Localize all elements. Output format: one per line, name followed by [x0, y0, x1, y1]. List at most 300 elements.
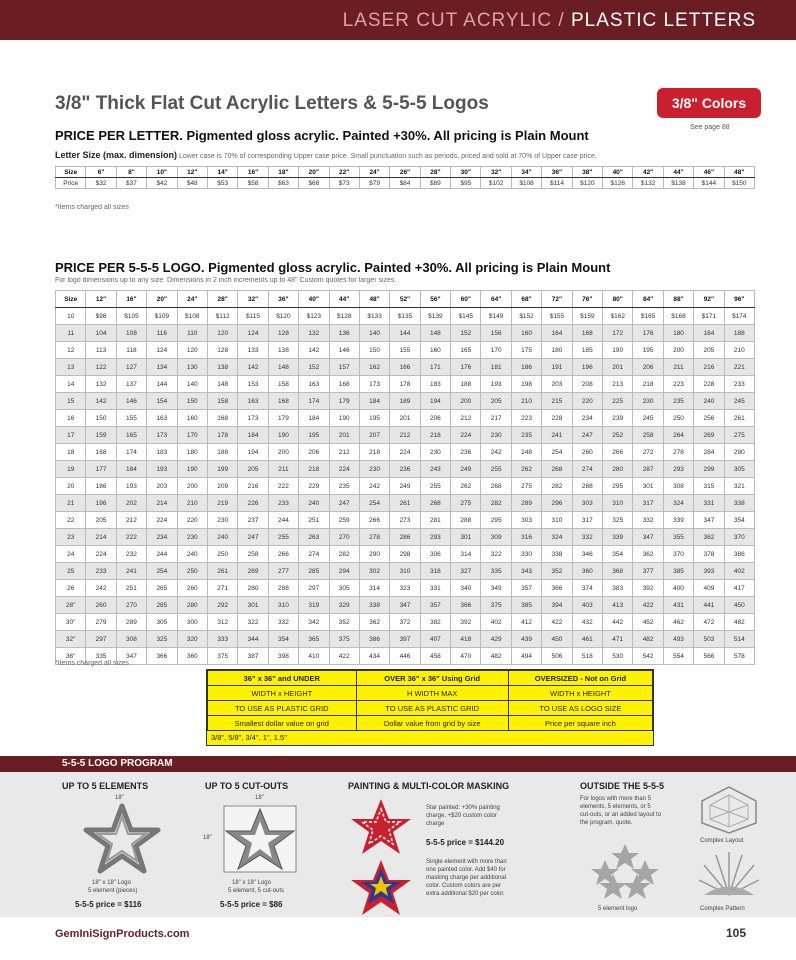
- logo-price-cell: 277: [268, 563, 298, 580]
- logo-price-cell: 298: [390, 546, 420, 563]
- letter-size-cell: 46": [694, 167, 724, 178]
- logo-price-cell: 324: [542, 529, 572, 546]
- logo-price-cell: 181: [481, 359, 511, 376]
- logo-price-cell: 215: [542, 393, 572, 410]
- letter-size-cell: 32": [481, 167, 511, 178]
- logo-price-cell: 343: [511, 563, 541, 580]
- logo-price-cell: 310: [390, 563, 420, 580]
- five-element-logo-label: 5 element logo: [598, 906, 638, 912]
- logo-price-cell: 266: [359, 512, 389, 529]
- logo-price-cell: 229: [299, 478, 329, 495]
- table-row: [56, 410, 755, 427]
- logo-price-cell: 566: [694, 648, 724, 665]
- logo-price-cell: 221: [724, 359, 754, 376]
- logo-price-cell: 293: [663, 461, 693, 478]
- logo-price-cell: 188: [207, 444, 237, 461]
- logo-price-cell: 190: [268, 427, 298, 444]
- logo-price-cell: 305: [724, 461, 754, 478]
- header-title: [343, 10, 756, 32]
- logo-price-cell: 108: [116, 325, 146, 342]
- logo-price-cell: 422: [542, 614, 572, 631]
- logo-price-cell: 266: [268, 546, 298, 563]
- logo-price-cell: 338: [359, 597, 389, 614]
- logo-price-cell: 220: [572, 393, 602, 410]
- letter-size-cell: 24": [359, 167, 389, 178]
- logo-width-cell: 16": [116, 291, 146, 308]
- logo-price-cell: 360: [572, 563, 602, 580]
- logo-price-cell: 168: [86, 444, 116, 461]
- logo-price-cell: 314: [451, 546, 481, 563]
- logo-price-cell: 240: [207, 529, 237, 546]
- logo-price-cell: $133: [359, 308, 389, 325]
- logo-price-cell: 194: [238, 444, 268, 461]
- letter-price-cell: $144: [694, 178, 724, 189]
- logo-price-cell: 250: [663, 410, 693, 427]
- logo-price-cell: 165: [451, 342, 481, 359]
- logo-price-cell: 150: [359, 342, 389, 359]
- logo-price-cell: 255: [481, 461, 511, 478]
- cutouts-caption: 18" x 18" Logo: [232, 880, 271, 886]
- logos-section-title: PRICE PER 5-5-5 LOGO. Pigmented gloss acrylic. Painted +30%. All pricing is Plain Mount: [55, 260, 611, 275]
- logo-price-cell: 250: [177, 563, 207, 580]
- letter-size-cell: 30": [451, 167, 481, 178]
- logo-price-cell: 261: [390, 495, 420, 512]
- table-row: [56, 512, 755, 529]
- logo-price-cell: 270: [116, 597, 146, 614]
- logo-price-cell: 205: [238, 461, 268, 478]
- letter-size-text: Lower case is 70% of corresponding Upper case price. Small punctuation such as periods, priced and sold at 70% of Upper case price.: [178, 153, 597, 160]
- logo-price-cell: 212: [390, 427, 420, 444]
- letter-price-cell: $32: [86, 178, 116, 189]
- complex-layout-icon: [694, 785, 764, 835]
- logo-price-cell: 494: [511, 648, 541, 665]
- logo-price-cell: 207: [359, 427, 389, 444]
- logo-price-cell: 303: [511, 512, 541, 529]
- logo-width-cell: 72": [542, 291, 572, 308]
- logo-price-cell: 352: [329, 614, 359, 631]
- table-row: [56, 546, 755, 563]
- logo-price-cell: 325: [603, 512, 633, 529]
- logo-price-cell: 254: [147, 563, 177, 580]
- logo-price-cell: 168: [329, 376, 359, 393]
- complex-layout-label: Complex Layout: [700, 838, 744, 844]
- logo-price-cell: 301: [633, 478, 663, 495]
- logo-price-cell: 274: [299, 546, 329, 563]
- letter-size-cell: 34": [511, 167, 541, 178]
- header-bar: [0, 0, 796, 40]
- logo-price-cell: 255: [420, 478, 450, 495]
- logo-price-cell: 297: [86, 631, 116, 648]
- logo-price-cell: $155: [542, 308, 572, 325]
- logo-price-cell: 223: [663, 376, 693, 393]
- logo-price-cell: 386: [359, 631, 389, 648]
- logo-price-cell: 140: [359, 325, 389, 342]
- logo-price-cell: 242: [481, 444, 511, 461]
- logo-price-cell: 258: [238, 546, 268, 563]
- logo-height-cell: 32": [56, 631, 86, 648]
- logo-price-cell: 315: [694, 478, 724, 495]
- logo-width-cell: 76": [572, 291, 602, 308]
- logo-price-cell: 200: [663, 342, 693, 359]
- logo-price-cell: 288: [451, 512, 481, 529]
- logo-width-cell: 32": [238, 291, 268, 308]
- logo-price-cell: 170: [177, 427, 207, 444]
- letter-size-cell: 48": [724, 167, 754, 178]
- logo-price-cell: $165: [633, 308, 663, 325]
- logo-price-cell: 450: [542, 631, 572, 648]
- logo-height-cell: 28": [56, 597, 86, 614]
- logo-price-cell: 236: [390, 461, 420, 478]
- logo-price-cell: 251: [116, 580, 146, 597]
- logo-price-cell: 275: [724, 427, 754, 444]
- logo-height-cell: 19: [56, 461, 86, 478]
- elements-price: 5-5-5 price = $116: [75, 900, 142, 909]
- logo-price-cell: 208: [572, 376, 602, 393]
- logo-price-cell: 269: [694, 427, 724, 444]
- logo-price-cell: 542: [633, 648, 663, 665]
- logo-price-cell: 378: [694, 546, 724, 563]
- logo-price-cell: 218: [299, 461, 329, 478]
- logo-price-cell: 295: [481, 512, 511, 529]
- logo-price-cell: 279: [86, 614, 116, 631]
- logo-price-cell: 230: [633, 393, 663, 410]
- logo-price-cell: 514: [724, 631, 754, 648]
- logo-price-cell: 439: [511, 631, 541, 648]
- logo-price-cell: 450: [724, 597, 754, 614]
- logo-price-cell: 184: [238, 427, 268, 444]
- logo-price-cell: 310: [603, 495, 633, 512]
- logo-price-cell: 138: [207, 359, 237, 376]
- logo-price-cell: $152: [511, 308, 541, 325]
- logo-price-cell: 400: [663, 580, 693, 597]
- logo-price-cell: 185: [572, 342, 602, 359]
- logo-price-cell: 338: [724, 495, 754, 512]
- logo-price-cell: 174: [116, 444, 146, 461]
- logo-price-cell: 212: [116, 512, 146, 529]
- logo-price-cell: 128: [207, 342, 237, 359]
- logo-price-cell: 354: [603, 546, 633, 563]
- logo-price-cell: 136: [329, 325, 359, 342]
- logo-price-cell: 155: [116, 410, 146, 427]
- logo-price-cell: 482: [481, 648, 511, 665]
- logo-price-cell: 305: [147, 614, 177, 631]
- cutouts-price: 5-5-5 price = $86: [220, 900, 283, 909]
- letter-price-cell: $84: [390, 178, 420, 189]
- logo-price-cell: 554: [663, 648, 693, 665]
- logo-price-cell: 431: [663, 597, 693, 614]
- logo-price-cell: 240: [694, 393, 724, 410]
- logo-price-cell: 144: [147, 376, 177, 393]
- logo-price-cell: 413: [603, 597, 633, 614]
- logo-price-cell: 254: [359, 495, 389, 512]
- logo-price-cell: 210: [177, 495, 207, 512]
- logo-price-cell: 200: [451, 393, 481, 410]
- letter-size-cell: 26": [390, 167, 420, 178]
- logo-price-cell: 317: [633, 495, 663, 512]
- logo-price-cell: 193: [147, 461, 177, 478]
- logo-height-cell: 36": [56, 648, 86, 665]
- logo-price-cell: 230: [420, 444, 450, 461]
- header-category: PLASTIC LETTERS: [571, 10, 756, 31]
- logo-price-cell: 184: [694, 325, 724, 342]
- logo-height-cell: 15: [56, 393, 86, 410]
- letter-size-cell: 8": [116, 167, 146, 178]
- logo-price-cell: $128: [329, 308, 359, 325]
- logo-price-cell: 288: [268, 580, 298, 597]
- letter-size-cell: 18": [268, 167, 298, 178]
- logo-price-cell: 243: [420, 461, 450, 478]
- letter-price-cell: $63: [268, 178, 298, 189]
- logo-price-cell: 321: [724, 478, 754, 495]
- logo-price-cell: 162: [359, 359, 389, 376]
- logo-price-cell: 195: [633, 342, 663, 359]
- logo-price-cell: 357: [511, 580, 541, 597]
- sizing-cell: WIDTH x HEIGHT: [508, 686, 652, 701]
- logo-price-cell: 200: [268, 444, 298, 461]
- logo-price-cell: 302: [359, 563, 389, 580]
- painted-star-icon: [348, 797, 414, 857]
- logo-price-cell: 247: [329, 495, 359, 512]
- logo-price-cell: 418: [451, 631, 481, 648]
- logo-price-cell: 184: [299, 410, 329, 427]
- logo-width-cell: 92": [694, 291, 724, 308]
- painting-description: Star painted: +30% painting charge, +$20 custom color charge: [426, 805, 500, 827]
- outside-description: For logos with more than 5 elements, 5 elements, or 5 cut-outs, or an added layout to the program, quote.: [580, 796, 662, 826]
- logo-price-cell: 268: [542, 461, 572, 478]
- logo-price-cell: 262: [451, 478, 481, 495]
- letter-size-cell: 6": [86, 167, 116, 178]
- logo-price-cell: 206: [633, 359, 663, 376]
- logo-price-cell: 268: [481, 478, 511, 495]
- logo-price-cell: 332: [572, 529, 602, 546]
- logo-price-cell: 377: [633, 563, 663, 580]
- sizing-footer: 3/8", 5/8", 3/4", 1", 1.5": [211, 733, 287, 742]
- logo-price-cell: 268: [420, 495, 450, 512]
- logo-price-cell: 578: [724, 648, 754, 665]
- letter-price-cell: $68: [299, 178, 329, 189]
- logo-price-cell: 354: [724, 512, 754, 529]
- logo-height-cell: 21: [56, 495, 86, 512]
- logo-price-cell: 110: [177, 325, 207, 342]
- logo-price-cell: 230: [177, 529, 207, 546]
- logo-price-cell: 134: [147, 359, 177, 376]
- logo-price-cell: 286: [390, 529, 420, 546]
- logo-price-cell: 132: [299, 325, 329, 342]
- logo-price-cell: 446: [390, 648, 420, 665]
- sizing-cell: TO USE AS PLASTIC GRID: [356, 701, 508, 716]
- logo-price-cell: 312: [207, 614, 237, 631]
- logo-price-cell: 282: [329, 546, 359, 563]
- logo-price-cell: 195: [359, 410, 389, 427]
- logo-price-cell: 354: [268, 631, 298, 648]
- painting-title: PAINTING & MULTI-COLOR MASKING: [348, 781, 510, 791]
- logo-price-cell: 422: [329, 648, 359, 665]
- logo-price-cell: 228: [694, 376, 724, 393]
- logo-price-cell: 154: [147, 393, 177, 410]
- logo-price-cell: 289: [116, 614, 146, 631]
- logo-price-cell: 242: [86, 580, 116, 597]
- logo-price-cell: 233: [268, 495, 298, 512]
- logo-price-cell: 214: [86, 529, 116, 546]
- logo-price-cell: 183: [147, 444, 177, 461]
- logo-price-cell: 386: [724, 546, 754, 563]
- sizing-row: [208, 686, 653, 701]
- logo-price-cell: 189: [390, 393, 420, 410]
- logo-price-cell: 275: [511, 478, 541, 495]
- letter-price-cell: $79: [359, 178, 389, 189]
- logo-price-cell: 218: [359, 444, 389, 461]
- letter-size-cell: 10": [147, 167, 177, 178]
- logo-price-cell: 441: [694, 597, 724, 614]
- logo-price-cell: 285: [299, 563, 329, 580]
- logo-price-cell: 372: [390, 614, 420, 631]
- logo-price-cell: 163: [238, 393, 268, 410]
- logo-price-cell: 306: [420, 546, 450, 563]
- painting-price: 5-5-5 price = $144.20: [426, 838, 505, 847]
- logo-price-cell: 261: [207, 563, 237, 580]
- logo-price-cell: 330: [511, 546, 541, 563]
- logo-price-cell: 442: [603, 614, 633, 631]
- logo-width-cell: 64": [481, 291, 511, 308]
- logo-price-cell: $139: [420, 308, 450, 325]
- logo-price-cell: 331: [694, 495, 724, 512]
- logo-price-cell: 211: [268, 461, 298, 478]
- logo-price-cell: 482: [724, 614, 754, 631]
- logo-price-cell: 256: [694, 410, 724, 427]
- letter-price-cell: $37: [116, 178, 146, 189]
- logo-price-cell: 212: [451, 410, 481, 427]
- logo-price-cell: 198: [511, 376, 541, 393]
- logo-width-cell: 28": [207, 291, 237, 308]
- logo-price-cell: 339: [663, 512, 693, 529]
- logo-price-cell: 128: [268, 325, 298, 342]
- row-label: Price: [56, 178, 86, 189]
- logo-price-cell: 493: [663, 631, 693, 648]
- logo-price-cell: 138: [268, 342, 298, 359]
- table-row: [56, 563, 755, 580]
- logo-price-cell: 196: [572, 359, 602, 376]
- logo-price-cell: $123: [299, 308, 329, 325]
- letter-size-cell: 16": [238, 167, 268, 178]
- logo-price-cell: 186: [511, 359, 541, 376]
- logo-price-cell: 362: [633, 546, 663, 563]
- logo-price-cell: 282: [481, 495, 511, 512]
- logo-price-cell: 289: [511, 495, 541, 512]
- logo-price-cell: 230: [359, 461, 389, 478]
- logo-price-cell: 316: [511, 529, 541, 546]
- logo-width-cell: 88": [663, 291, 693, 308]
- logo-price-cell: 422: [633, 597, 663, 614]
- logo-price-cell: 163: [299, 376, 329, 393]
- website-link[interactable]: GemIniSignProducts.com: [55, 928, 190, 940]
- logo-price-cell: 317: [572, 512, 602, 529]
- logo-price-cell: 429: [481, 631, 511, 648]
- letter-price-cell: $42: [147, 178, 177, 189]
- logo-height-cell: 16: [56, 410, 86, 427]
- logo-price-cell: 172: [603, 325, 633, 342]
- table-row: [56, 461, 755, 478]
- logo-price-cell: 281: [420, 512, 450, 529]
- letter-price-row: [56, 178, 755, 189]
- logo-height-cell: 12: [56, 342, 86, 359]
- logo-price-cell: 254: [542, 444, 572, 461]
- logo-price-cell: 203: [147, 478, 177, 495]
- logo-price-cell: 503: [694, 631, 724, 648]
- logo-price-cell: 176: [451, 359, 481, 376]
- logo-price-cell: 178: [390, 376, 420, 393]
- letter-price-cell: $138: [663, 178, 693, 189]
- sizing-cell: Smallest dollar value on grid: [208, 716, 357, 731]
- table-row: [56, 444, 755, 461]
- logo-height-cell: 30": [56, 614, 86, 631]
- colors-badge[interactable]: 3/8" Colors: [657, 88, 761, 118]
- logo-price-cell: 248: [511, 444, 541, 461]
- logo-price-cell: 472: [694, 614, 724, 631]
- logo-width-cell: 84": [633, 291, 663, 308]
- logo-price-cell: 237: [238, 512, 268, 529]
- logo-price-cell: 240: [177, 546, 207, 563]
- logo-price-cell: 159: [86, 427, 116, 444]
- logo-price-cell: 394: [542, 597, 572, 614]
- logo-price-cell: 322: [238, 614, 268, 631]
- logo-price-cell: 397: [390, 631, 420, 648]
- sizing-cell: TO USE AS LOGO SIZE: [508, 701, 652, 716]
- logo-price-cell: 213: [603, 376, 633, 393]
- logo-price-cell: 385: [511, 597, 541, 614]
- logo-price-cell: 251: [299, 512, 329, 529]
- logo-price-cell: 201: [329, 427, 359, 444]
- letter-size-cell: 42": [633, 167, 663, 178]
- page-number: 105: [726, 926, 747, 940]
- logo-price-cell: 342: [299, 614, 329, 631]
- logo-price-cell: 180: [542, 342, 572, 359]
- complex-pattern-label: Complex Pattern: [700, 906, 745, 912]
- logo-price-cell: 180: [663, 325, 693, 342]
- letter-size-note: [55, 150, 755, 160]
- logo-price-cell: 203: [542, 376, 572, 393]
- logo-price-cell: 217: [481, 410, 511, 427]
- logo-price-cell: 482: [633, 631, 663, 648]
- logo-price-table: [55, 290, 755, 665]
- elements-caption: 18" x 18" Logo: [92, 880, 131, 886]
- logo-price-cell: 188: [451, 376, 481, 393]
- logo-price-cell: 146: [116, 393, 146, 410]
- logo-price-cell: 530: [603, 648, 633, 665]
- logo-price-cell: 152: [299, 359, 329, 376]
- logo-price-cell: 142: [238, 359, 268, 376]
- logo-price-cell: 393: [694, 563, 724, 580]
- logo-price-cell: 239: [603, 410, 633, 427]
- logo-price-cell: 335: [86, 648, 116, 665]
- logo-price-cell: 375: [207, 648, 237, 665]
- logo-price-cell: 104: [86, 325, 116, 342]
- logo-price-cell: 180: [177, 444, 207, 461]
- row-label: Size: [56, 167, 86, 178]
- logo-price-cell: 228: [542, 410, 572, 427]
- logo-price-cell: 300: [177, 614, 207, 631]
- logo-price-cell: 142: [86, 393, 116, 410]
- logo-width-cell: 48": [359, 291, 389, 308]
- logo-price-cell: 133: [238, 342, 268, 359]
- logo-price-cell: 261: [724, 410, 754, 427]
- logo-price-cell: 506: [542, 648, 572, 665]
- logo-price-cell: 177: [86, 461, 116, 478]
- logo-price-cell: 210: [724, 342, 754, 359]
- logos-note: For logo dimensions up to any size. Dimensions in 2 inch increments up to 48" Custom quotes for larger sizes.: [55, 277, 397, 284]
- logo-price-cell: 173: [238, 410, 268, 427]
- logo-price-cell: 272: [633, 444, 663, 461]
- logo-price-cell: 332: [268, 614, 298, 631]
